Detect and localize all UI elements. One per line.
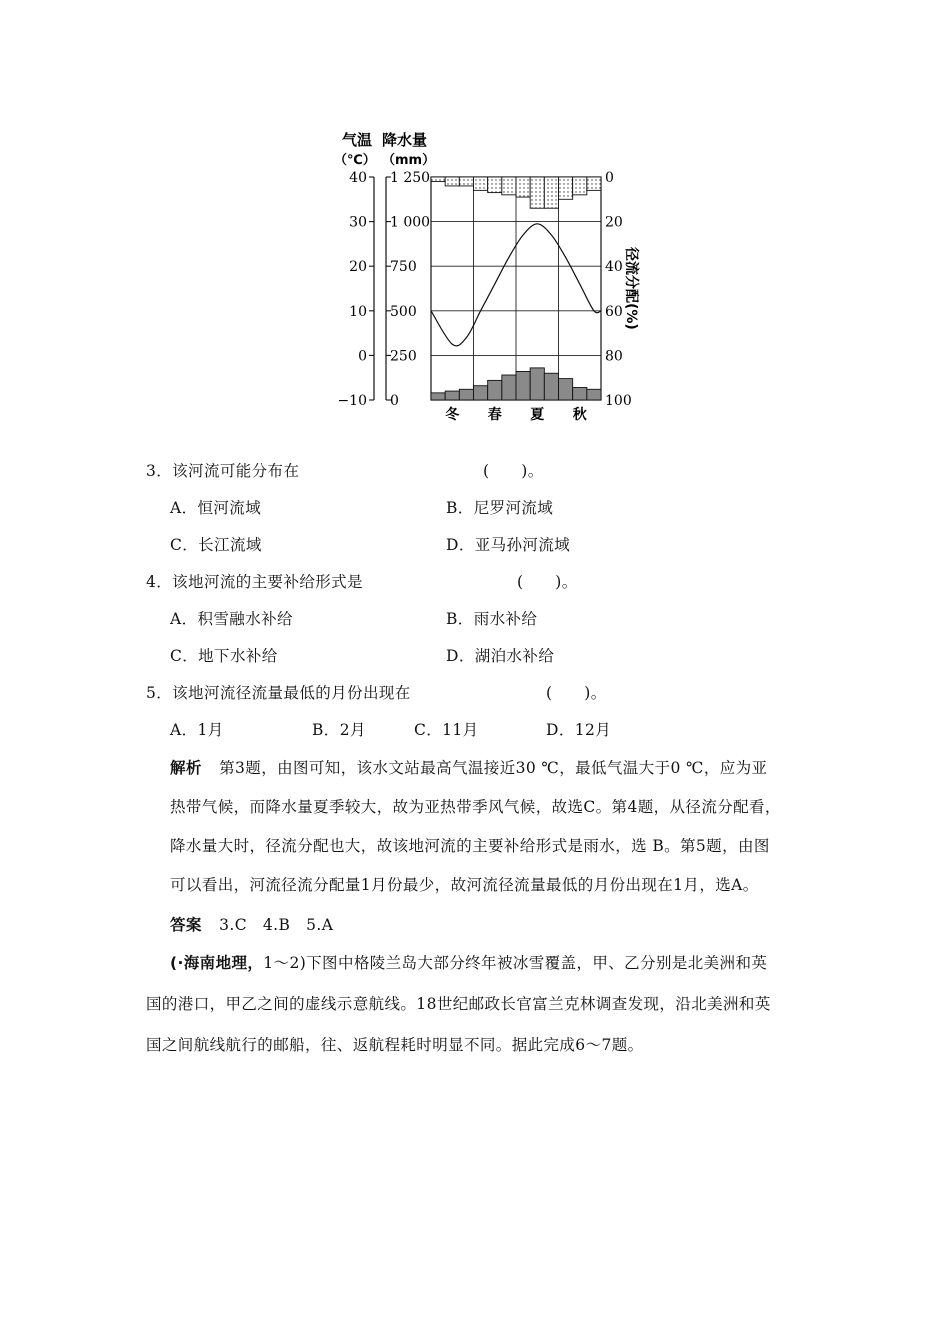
q5-option-a: A．1月 [170,721,224,739]
runoff-bar [516,177,530,197]
answer-text: 3.C 4.B 5.A [219,916,334,934]
analysis-line-3: 降水量大时，径流分配也大，故该地河流的主要补给形式是雨水，选 B。第5题，由图 [170,837,770,855]
q5-option-d: D．12月 [546,721,612,739]
precip-tick-label: 500 [390,303,417,320]
precip-tick-label: 1 000 [390,214,431,231]
precipitation-bar [431,393,445,400]
q4-option-b: B．雨水补给 [446,610,538,628]
intro-line-3: 国之间航线航行的邮船，往、返航程耗时明显不同。据此完成6～7题。 [146,1036,644,1054]
runoff-tick-label: 20 [605,214,623,231]
season-label: 春 [487,407,502,423]
precipitation-bar [488,380,502,400]
analysis-line-1 [170,756,767,778]
q3-option-d: D．亚马孙河流域 [446,536,571,554]
precip-tick-label: 250 [390,348,417,365]
runoff-bar [587,177,601,190]
temp-axis-unit: （℃） [334,153,376,168]
answer-line [170,913,333,935]
analysis-label: 解析 [170,759,202,777]
q4-option-c: C．地下水补给 [170,647,278,665]
q5-option-b: B．2月 [312,721,366,739]
runoff-bar [544,177,558,208]
precipitation-bar [474,386,488,400]
q4-option-a: A．积雪融水补给 [170,610,293,628]
q5-stem: 5．该地河流径流量最低的月份出现在 [146,684,411,702]
intro-line-1-rest: 下图中格陵兰岛大部分终年被冰雪覆盖，甲、乙分别是北美洲和英 [306,954,768,972]
q3-option-a: A．恒河流域 [170,499,262,517]
precipitation-bar [530,368,544,400]
q5-paren: ( )。 [546,684,607,702]
q3-option-b: B．尼罗河流域 [446,499,554,517]
precipitation-bar [559,379,573,400]
runoff-bar [488,177,502,193]
intro-line-1 [170,951,767,973]
precipitation-bar [445,391,459,400]
runoff-bar [502,177,516,195]
temp-tick-label: −10 [337,393,367,409]
q4-option-d: D．湖泊水补给 [446,647,555,665]
answer-label: 答案 [170,916,202,934]
intro-source: (·海南地理， [170,954,264,972]
runoff-tick-label: 40 [605,259,623,276]
analysis-line-2: 热带气候，而降水量夏季较大，故为亚热带季风气候，故选C。第4题，从径流分配看， [170,798,781,816]
q3-option-c: C．长江流域 [170,536,262,554]
runoff-axis-title: 径流分配(%) [623,247,639,330]
temp-tick-label: 10 [349,303,367,320]
precipitation-bar [459,389,473,400]
runoff-bar [445,177,459,186]
precip-tick-label: 750 [390,259,417,276]
precip-tick-label: 1 250 [390,170,431,186]
season-label: 秋 [572,407,587,423]
axis-titles [334,131,435,168]
runoff-tick-label: 80 [605,348,623,365]
precipitation-bar [502,375,516,400]
precipitation-bar [587,389,601,400]
analysis-line-4: 可以看出，河流径流分配量1月份最少，故河流径流量最低的月份出现在1月，选A。 [170,876,759,894]
precip-axis-unit: （mm） [382,153,436,168]
q4-stem: 4．该地河流的主要补给形式是 [146,573,363,591]
temp-tick-label: 40 [349,170,367,186]
precip-axis-title: 降水量 [382,131,428,149]
analysis-text-1: 第3题，由图可知，该水文站最高气温接近30 ℃，最低气温大于0 ℃，应为亚 [219,759,768,777]
runoff-bar [530,177,544,208]
runoff-bar [559,177,573,199]
runoff-tick-label: 100 [605,393,632,409]
q5-option-c: C．11月 [414,721,479,739]
q3-stem [146,459,299,481]
runoff-tick-label: 60 [605,303,623,320]
q4-paren: ( )。 [517,573,578,591]
temp-tick-label: 20 [349,259,367,276]
q3-stem-text: 3．该河流可能分布在 [146,462,300,480]
precipitation-bar [544,373,558,400]
runoff-tick-label: 0 [605,170,614,186]
precipitation-bar [573,388,587,400]
season-label: 夏 [530,407,545,423]
precip-tick-label: 0 [390,393,399,409]
precipitation-bar [516,371,530,400]
intro-range: 1～2) [263,954,307,972]
q3-paren: ( )。 [483,462,544,480]
season-label: 冬 [445,407,460,423]
runoff-bar [459,177,473,186]
runoff-bar [573,177,587,195]
climate-runoff-chart [330,126,640,426]
intro-line-2: 国的港口，甲乙之间的虚线示意航线。18世纪邮政长官富兰克林调查发现，沿北美洲和英 [146,995,771,1013]
temp-axis-title: 气温 [342,131,373,149]
runoff-bar [431,177,445,181]
temp-tick-label: 30 [349,214,367,231]
temp-tick-label: 0 [358,348,367,365]
runoff-bar [474,177,488,190]
